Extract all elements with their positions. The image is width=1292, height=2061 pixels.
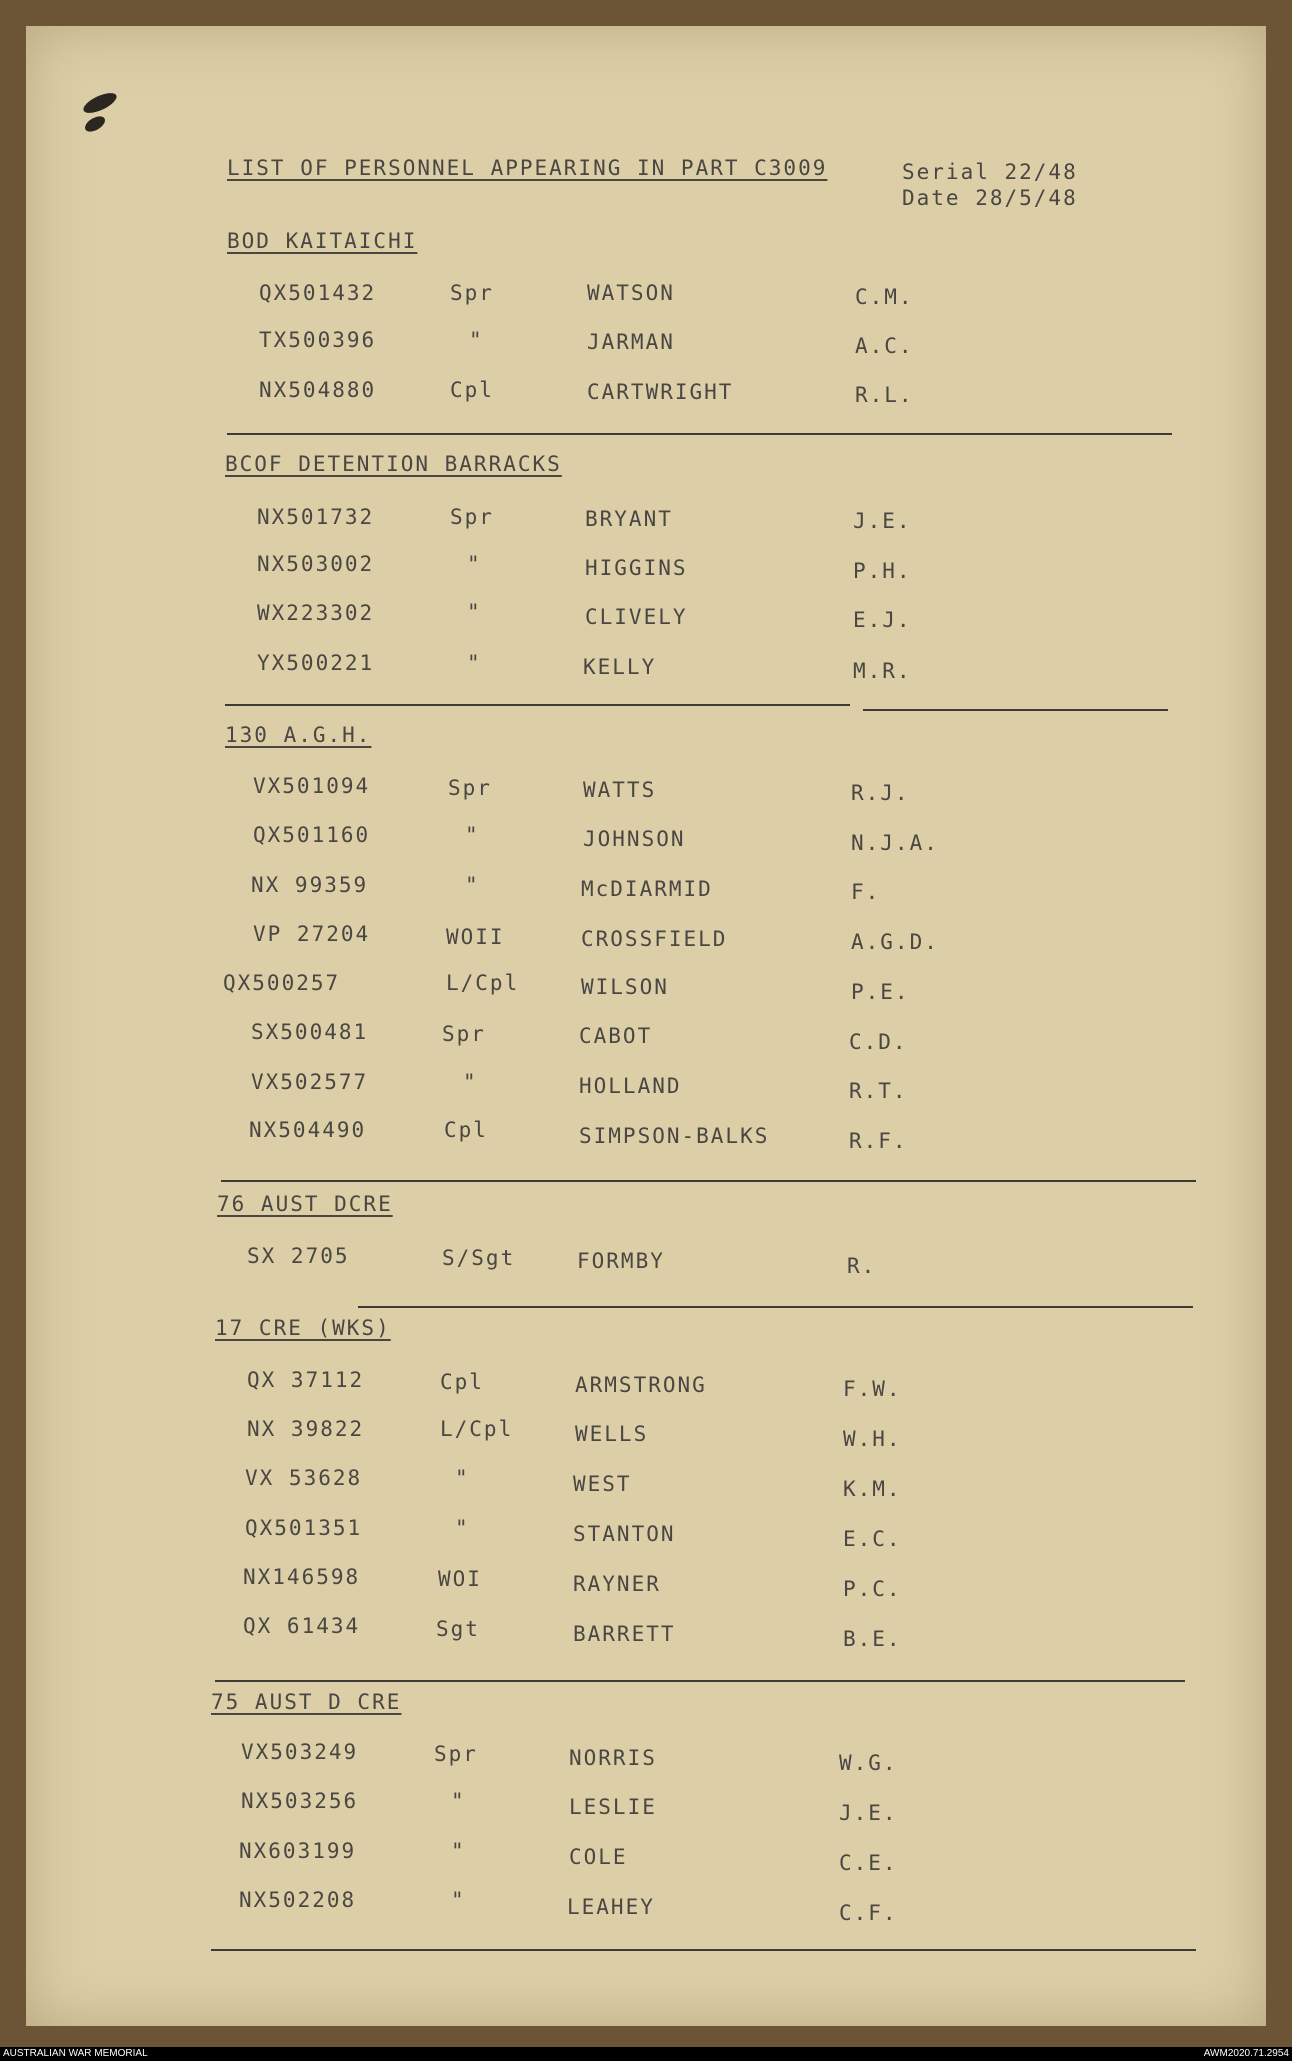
initials: M.R. [853, 659, 912, 683]
initials: R.J. [851, 781, 910, 805]
service-number: QX 37112 [247, 1368, 365, 1392]
initials: E.C. [843, 1527, 902, 1551]
surname: LEAHEY [567, 1895, 655, 1919]
service-number: QX501160 [253, 823, 371, 847]
rank: Spr [450, 505, 494, 529]
rank: " [463, 1070, 478, 1094]
surname: STANTON [573, 1522, 676, 1546]
surname: CROSSFIELD [581, 927, 728, 951]
service-number: NX146598 [243, 1565, 361, 1589]
surname: WEST [573, 1472, 632, 1496]
initials: P.E. [851, 980, 910, 1004]
initials: W.H. [843, 1427, 902, 1451]
rank: " [451, 1888, 466, 1912]
section-divider [863, 709, 1168, 711]
initials: J.E. [853, 509, 912, 533]
archive-footer [0, 2047, 1292, 2061]
rank: Sgt [436, 1617, 480, 1641]
rank: Spr [448, 776, 492, 800]
service-number: NX 99359 [251, 873, 369, 897]
initials: A.G.D. [851, 930, 939, 954]
rank: Cpl [450, 378, 494, 402]
surname: CABOT [579, 1024, 653, 1048]
service-number: NX502208 [239, 1888, 357, 1912]
section-divider [215, 1680, 1185, 1682]
service-number: NX504490 [249, 1118, 367, 1142]
service-number: NX504880 [259, 378, 377, 402]
surname: KELLY [583, 655, 657, 679]
initials: B.E. [843, 1627, 902, 1651]
archive-name: AUSTRALIAN WAR MEMORIAL [3, 2048, 148, 2059]
initials: R.T. [849, 1079, 908, 1103]
surname: LESLIE [569, 1795, 657, 1819]
section-heading: BCOF DETENTION BARRACKS [225, 452, 562, 476]
rank: " [467, 552, 482, 576]
surname: HIGGINS [585, 556, 688, 580]
surname: CLIVELY [585, 605, 688, 629]
surname: BRYANT [585, 507, 673, 531]
service-number: VX501094 [253, 774, 371, 798]
surname: WELLS [575, 1422, 649, 1446]
service-number: YX500221 [257, 651, 375, 675]
section-divider [221, 1180, 1196, 1182]
ink-blot [81, 89, 120, 117]
initials: K.M. [843, 1477, 902, 1501]
rank: L/Cpl [446, 971, 520, 995]
rank: " [455, 1466, 470, 1490]
service-number: QX501351 [245, 1516, 363, 1540]
section-divider [225, 704, 850, 706]
rank: " [455, 1516, 470, 1540]
section-heading: BOD KAITAICHI [227, 229, 418, 253]
surname: WATSON [587, 281, 675, 305]
service-number: SX 2705 [247, 1244, 350, 1268]
rank: Spr [434, 1742, 478, 1766]
initials: J.E. [839, 1801, 898, 1825]
rank: " [465, 823, 480, 847]
surname: NORRIS [569, 1746, 657, 1770]
document-date: Date 28/5/48 [902, 186, 1078, 210]
serial-number: Serial 22/48 [902, 160, 1078, 184]
service-number: NX 39822 [247, 1417, 365, 1441]
rank: " [467, 651, 482, 675]
document-title: LIST OF PERSONNEL APPEARING IN PART C3009 [227, 156, 828, 180]
rank: Cpl [440, 1370, 484, 1394]
initials: P.H. [853, 559, 912, 583]
initials: E.J. [853, 608, 912, 632]
section-heading: 17 CRE (WKS) [215, 1316, 391, 1340]
service-number: NX503256 [241, 1789, 359, 1813]
surname: COLE [569, 1845, 628, 1869]
surname: CARTWRIGHT [587, 380, 734, 404]
initials: A.C. [855, 334, 914, 358]
section-heading: 76 AUST DCRE [217, 1192, 393, 1216]
initials: C.E. [839, 1851, 898, 1875]
section-heading: 130 A.G.H. [225, 723, 372, 747]
rank: WOI [438, 1567, 482, 1591]
rank: L/Cpl [440, 1417, 514, 1441]
surname: JOHNSON [583, 827, 686, 851]
rank: " [451, 1789, 466, 1813]
rank: Spr [450, 281, 494, 305]
ink-blot [82, 113, 107, 134]
service-number: NX501732 [257, 505, 375, 529]
section-divider [358, 1306, 1193, 1308]
service-number: NX503002 [257, 552, 375, 576]
surname: WILSON [581, 975, 669, 999]
rank: Cpl [444, 1118, 488, 1142]
surname: McDIARMID [581, 877, 713, 901]
initials: R. [847, 1254, 877, 1278]
surname: WATTS [583, 778, 657, 802]
initials: R.F. [849, 1129, 908, 1153]
rank: " [465, 873, 480, 897]
service-number: WX223302 [257, 601, 375, 625]
rank: " [467, 600, 482, 624]
rank: S/Sgt [442, 1246, 516, 1270]
section-divider [211, 1949, 1196, 1951]
rank: Spr [442, 1022, 486, 1046]
initials: F.W. [843, 1377, 902, 1401]
initials: P.C. [843, 1577, 902, 1601]
accession-number: AWM2020.71.2954 [1203, 2048, 1289, 2059]
service-number: QX 61434 [243, 1614, 361, 1638]
service-number: QX501432 [259, 281, 377, 305]
service-number: VX 53628 [245, 1466, 363, 1490]
section-divider [227, 433, 1172, 435]
service-number: SX500481 [251, 1020, 369, 1044]
rank: " [469, 328, 484, 352]
surname: RAYNER [573, 1572, 661, 1596]
initials: F. [851, 880, 881, 904]
initials: C.M. [855, 285, 914, 309]
service-number: QX500257 [223, 971, 341, 995]
initials: N.J.A. [851, 831, 939, 855]
surname: SIMPSON-BALKS [579, 1124, 770, 1148]
initials: W.G. [839, 1751, 898, 1775]
initials: R.L. [855, 383, 914, 407]
initials: C.F. [839, 1901, 898, 1925]
surname: JARMAN [587, 330, 675, 354]
service-number: VP 27204 [253, 922, 371, 946]
rank: " [451, 1839, 466, 1863]
surname: HOLLAND [579, 1074, 682, 1098]
rank: WOII [446, 925, 505, 949]
surname: FORMBY [577, 1249, 665, 1273]
surname: BARRETT [573, 1622, 676, 1646]
service-number: VX502577 [251, 1070, 369, 1094]
initials: C.D. [849, 1030, 908, 1054]
service-number: VX503249 [241, 1740, 359, 1764]
section-heading: 75 AUST D CRE [211, 1690, 402, 1714]
surname: ARMSTRONG [575, 1373, 707, 1397]
service-number: TX500396 [259, 328, 377, 352]
service-number: NX603199 [239, 1839, 357, 1863]
